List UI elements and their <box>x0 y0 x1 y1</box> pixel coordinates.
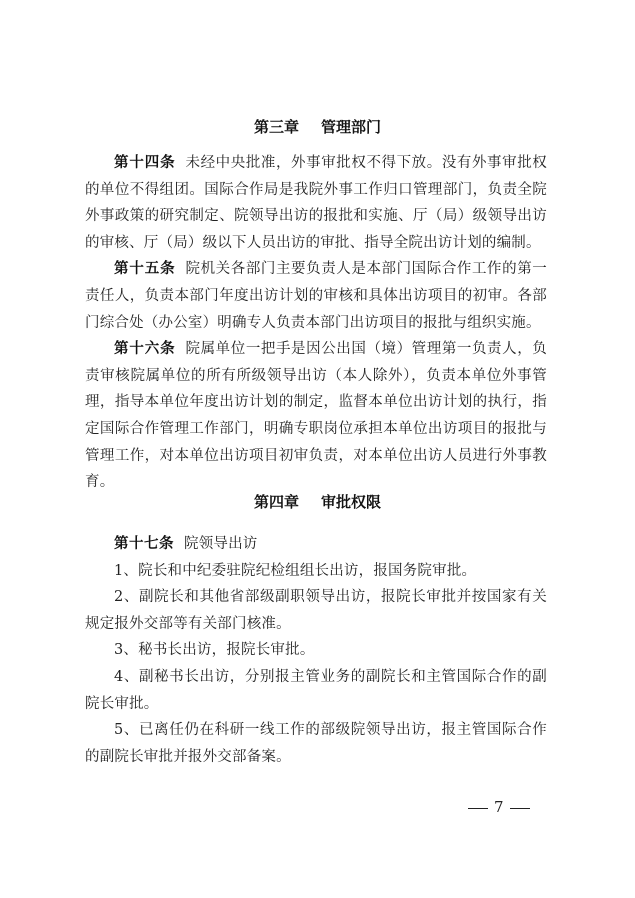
list-item: 5、已离任仍在科研一线工作的部级院领导出访，报主管国际合作的副院长审批并报外交部备案。 <box>85 722 547 765</box>
chapter-3-title: 管理部门 <box>321 118 382 136</box>
article-15-label: 第十五条 <box>114 261 176 278</box>
article-16-text: 院属单位一把手是因公出国（境）管理第一负责人，负责审核院属单位的所有所级领导出访（本人除外），负责本单位外事管理，指导本单位年度出访计划的制定，监督本单位出访计划的执行，指定国际合作管理工作部门，明确专职岗位承担本单位出访项目的报批与管理工作，对本单位出访项目初审负责，对本单位出访人员进行外事教育。 <box>85 341 547 491</box>
article-17-label: 第十七条 <box>114 536 174 552</box>
article-15-text: 院机关各部门主要负责人是本部门国际合作工作的第一责任人，负责本部门年度出访计划的审核和具体出访项目的初审。各部门综合处（办公室）明确专人负责本部门出访项目的报批与组织实施。 <box>85 261 547 331</box>
article-15 <box>85 256 547 336</box>
chapter-3-number: 第三章 <box>253 118 299 136</box>
page-number-value: 7 <box>494 798 504 816</box>
article-14-label: 第十四条 <box>114 155 176 171</box>
article-16 <box>85 336 547 496</box>
list-item: 4、副秘书长出访，分别报主管业务的副院长和主管国际合作的副院长审批。 <box>85 668 547 712</box>
chapter-4-heading <box>0 492 635 512</box>
chapter-3-body <box>85 150 547 496</box>
article-17 <box>85 531 547 558</box>
chapter-4-body <box>85 531 547 770</box>
list-item: 1、院长和中纪委驻院纪检组组长出访，报国务院审批。 <box>114 562 477 579</box>
dash-right <box>510 808 530 809</box>
chapter-3-heading <box>0 117 635 137</box>
page-number <box>462 798 536 816</box>
chapter-4-number: 第四章 <box>253 493 299 511</box>
article-14 <box>85 150 547 256</box>
list-item: 2、副院长和其他省部级副职领导出访，报院长审批并按国家有关规定报外交部等有关部门核准。 <box>85 589 547 632</box>
article-14-text: 未经中央批准，外事审批权不得下放。没有外事审批权的单位不得组团。国际合作局是我院外事工作归口管理部门，负责全院外事政策的研究制定、院领导出访的报批和实施、厅（局）级领导出访的审核、厅（局）级以下人员出访的审批、指导全院出访计划的编制。 <box>85 155 547 251</box>
article-16-label: 第十六条 <box>114 341 176 358</box>
article-17-text: 院领导出访 <box>184 536 258 552</box>
list-item: 3、秘书长出访，报院长审批。 <box>114 642 315 659</box>
dash-left <box>468 808 488 809</box>
chapter-4-title: 审批权限 <box>321 493 382 511</box>
